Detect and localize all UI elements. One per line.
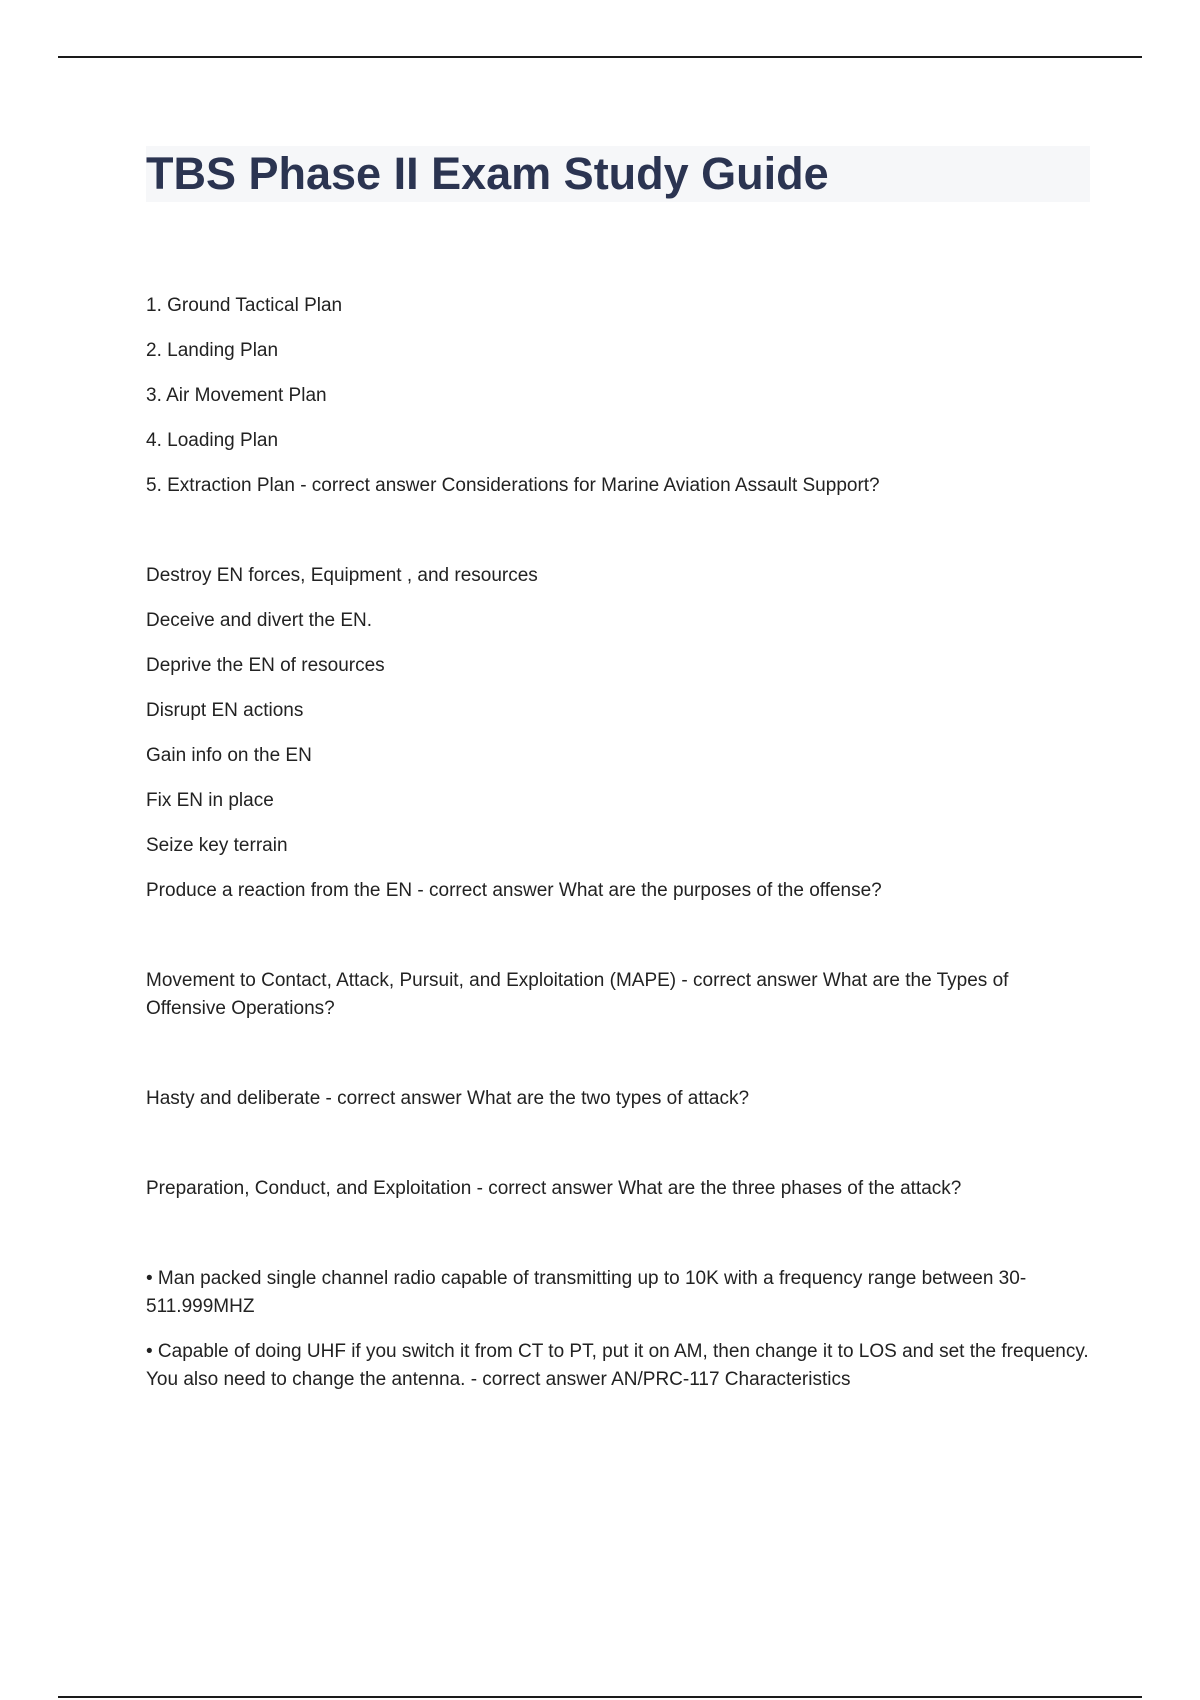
list-item: Destroy EN forces, Equipment , and resources [146, 565, 538, 586]
list-item: Seize key terrain [146, 835, 288, 856]
page-title: TBS Phase II Exam Study Guide [146, 148, 829, 199]
title-banner [146, 146, 1090, 202]
qa-block-6 [146, 1265, 1090, 1394]
list-item: Deceive and divert the EN. [146, 610, 373, 631]
list-item: 2. Landing Plan [146, 340, 279, 361]
list-item: 3. Air Movement Plan [146, 385, 327, 406]
list-item: Fix EN in place [146, 790, 274, 811]
list-item: Gain info on the EN [146, 745, 312, 766]
list-item: Movement to Contact, Attack, Pursuit, and Exploitation (MAPE) - correct answer What are the Types of Offensive Operations? [146, 970, 1009, 1019]
list-item: Hasty and deliberate - correct answer What are the two types of attack? [146, 1088, 750, 1109]
list-item: 5. Extraction Plan - correct answer Considerations for Marine Aviation Assault Support? [146, 475, 880, 496]
list-item: Deprive the EN of resources [146, 655, 385, 676]
list-item: 1. Ground Tactical Plan [146, 295, 343, 316]
list-item: Disrupt EN actions [146, 700, 304, 721]
qa-block-1 [146, 292, 1090, 500]
qa-block-2 [146, 562, 1090, 905]
top-rule [58, 56, 1142, 58]
list-item: 4. Loading Plan [146, 430, 279, 451]
document-body [146, 146, 1090, 1411]
qa-block-4 [146, 1085, 1090, 1113]
list-item: Preparation, Conduct, and Exploitation - correct answer What are the three phases of the attack? [146, 1178, 962, 1199]
bottom-rule [58, 1696, 1142, 1698]
qa-block-5 [146, 1175, 1090, 1203]
list-item: • Capable of doing UHF if you switch it from CT to PT, put it on AM, then change it to LOS and set the frequency. You also need to change the antenna. - correct answer AN/PRC-117 Characteristics [146, 1341, 1089, 1390]
list-item: Produce a reaction from the EN - correct answer What are the purposes of the offense? [146, 880, 882, 901]
list-item: • Man packed single channel radio capable of transmitting up to 10K with a frequency range between 30-511.999MHZ [146, 1268, 1027, 1317]
qa-block-3 [146, 967, 1090, 1023]
